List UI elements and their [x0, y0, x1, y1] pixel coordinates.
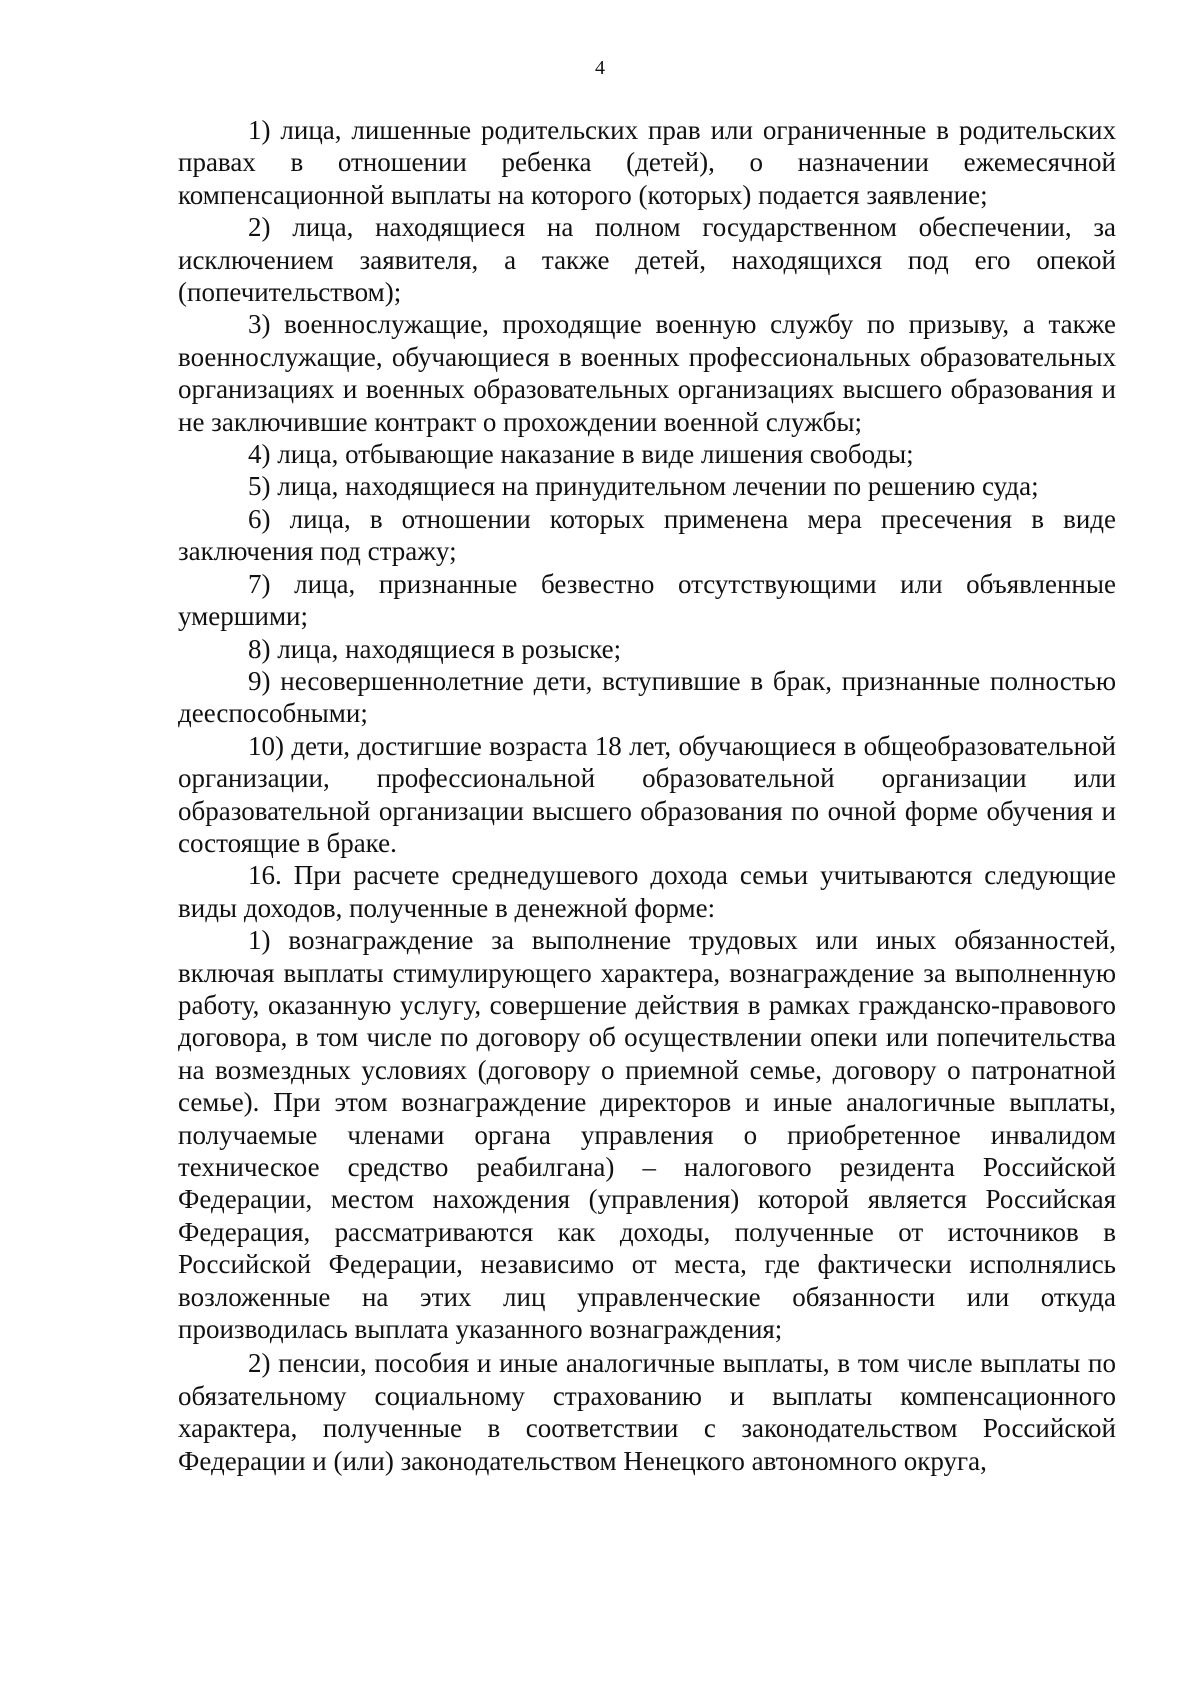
paragraph-item-9-married-minors: 9) несовершеннолетние дети, вступившие в брак, признанные полностью дееспособными;	[178, 665, 1116, 729]
paragraph-income-2-pensions: 2) пенсии, пособия и иные аналогичные выплаты, в том числе выплаты по обязательному социальному страхованию и выплаты компенсационного характера, полученные в соответствии с законодательством Российской Федерации и (или) законодательством Ненецкого автономного округа,	[178, 1348, 1116, 1476]
paragraph-item-3-military: 3) военнослужащие, проходящие военную службу по призыву, а также военнослужащие, обучающиеся в военных профессиональных образовательных организациях и военных образовательных организациях высшего образования и не заключившие контракт о прохождении военной службы;	[178, 309, 1116, 437]
page-number: 4	[595, 57, 605, 79]
paragraph-section-16-income-types: 16. При расчете среднедушевого дохода семьи учитываются следующие виды доходов, полученные в денежной форме:	[178, 860, 1116, 923]
paragraph-item-2-state-support: 2) лица, находящиеся на полном государственном обеспечении, за исключением заявителя, а также детей, находящихся под его опекой (попечительством);	[178, 212, 1116, 308]
document-body	[178, 114, 1116, 1477]
paragraph-item-1-parental-rights: 1) лица, лишенные родительских прав или ограниченные в родительских правах в отношении ребенка (детей), о назначении ежемесячной компенсационной выплаты на которого (которых) подается заявление;	[178, 115, 1116, 210]
paragraph-item-4-imprisonment: 4) лица, отбывающие наказание в виде лишения свободы;	[248, 439, 914, 470]
paragraph-item-7-missing-or-deceased: 7) лица, признанные безвестно отсутствующими или объявленные умершими;	[178, 568, 1116, 632]
paragraph-income-1-remuneration: 1) вознаграждение за выполнение трудовых или иных обязанностей, включая выплаты стимулирующего характера, вознаграждение за выполненную работу, оказанную услугу, совершение действия в рамках гражданско-правового договора, в том числе по договору об осуществлении опеки или попечительства на возмездных условиях (договору о приемной семье, договору о патронатной семье). При этом вознаграждение директоров и иные аналогичные выплаты, получаемые членами органа управления о приобретенное инвалидом техническое средство реабилгана) – налогового резидента Российской Федерации, местом нахождения (управления) которой является Российская Федерация, рассматриваются как доходы, полученные от источников в Российской Федерации, независимо от места, где фактически исполнялись возложенные на этих лиц управленческие обязанности или откуда производилась выплата указанного вознаграждения;	[178, 925, 1116, 1345]
paragraph-item-5-compulsory-treatment: 5) лица, находящиеся на принудительном лечении по решению суда;	[248, 471, 1039, 502]
paragraph-item-10-married-students: 10) дети, достигшие возраста 18 лет, обучающиеся в общеобразовательной организации, профессиональной образовательной организации или образовательной организации высшего образования по очной форме обучения и состоящие в браке.	[178, 730, 1116, 858]
paragraph-item-8-wanted: 8) лица, находящиеся в розыске;	[248, 633, 622, 664]
paragraph-item-6-custody: 6) лица, в отношении которых применена мера пресечения в виде заключения под стражу;	[178, 503, 1116, 567]
